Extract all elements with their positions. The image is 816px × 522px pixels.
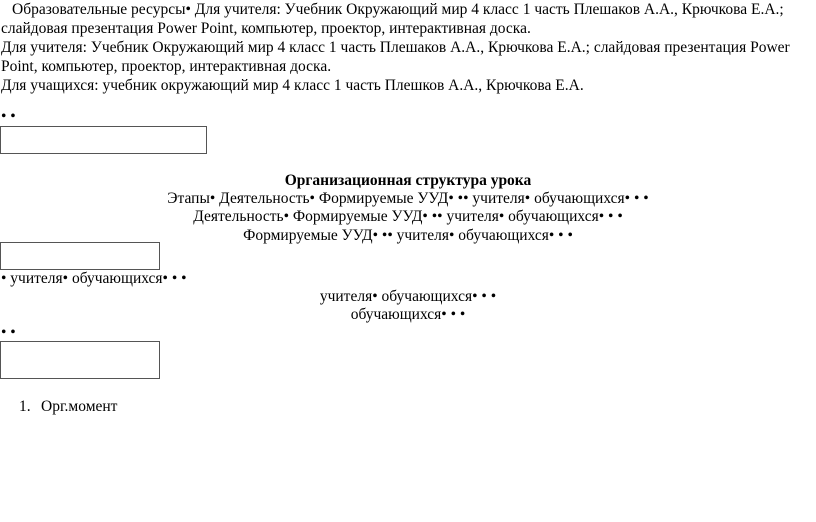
- structure-row-4: • учителя• обучающихся• • •: [1, 270, 187, 287]
- section-title: Организационная структура урока: [284, 172, 532, 189]
- bullet-markers-bottom: • •: [1, 324, 16, 341]
- resources-line-1: Образовательные ресурсы• Для учителя: Учебник Окружающий мир 4 класс 1 часть Плешаков А.А., Крючкова Е.А.;: [12, 1, 784, 18]
- structure-row-3: Формируемые УУД• •• учителя• обучающихся• • •: [243, 227, 573, 244]
- empty-text-box-3: [0, 341, 160, 379]
- structure-row-6: обучающихся• • •: [350, 306, 466, 323]
- empty-text-box-1: [0, 126, 207, 154]
- structure-row-5: учителя• обучающихся• • •: [319, 288, 497, 305]
- bullet-markers-top: • •: [1, 108, 16, 125]
- resources-line-2: слайдовая презентация Power Point, компьютер, проектор, интерактивная доска.: [1, 20, 531, 37]
- teacher-line-2: Point, компьютер, проектор, интерактивная доска.: [1, 58, 332, 75]
- teacher-line-1: Для учителя: Учебник Окружающий мир 4 класс 1 часть Плешаков А.А., Крючкова Е.А.; слайдовая презентация Power: [1, 39, 790, 56]
- student-line: Для учащихся: учебник окружающий мир 4 класс 1 часть Плешков А.А., Крючкова Е.А.: [1, 77, 584, 94]
- structure-row-2: Деятельность• Формируемые УУД• •• учителя• обучающихся• • •: [193, 208, 623, 225]
- list-item-org-moment: Орг.момент: [41, 398, 118, 415]
- list-item-number: 1.: [19, 398, 31, 415]
- structure-row-1: Этапы• Деятельность• Формируемые УУД• •• учителя• обучающихся• • •: [167, 190, 649, 207]
- empty-text-box-2: [0, 242, 160, 270]
